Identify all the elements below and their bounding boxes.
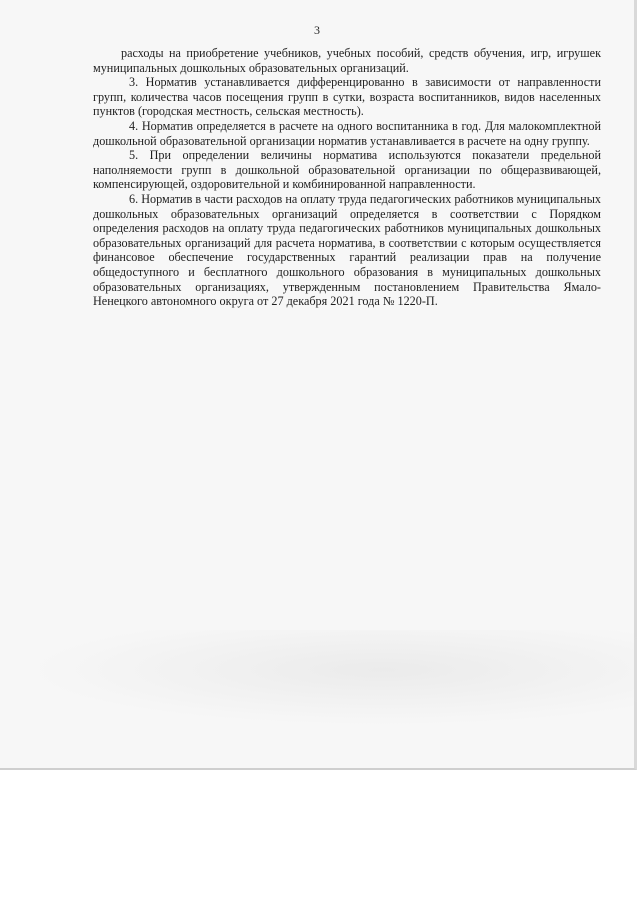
paragraph-5: 5. При определении величины норматива используются показатели предельной наполняемости групп в дошкольной образовательной организации по общеразвивающей, компенсирующей, оздоровительной и комбинированной направленности. [93,148,601,192]
page-number: 3 [314,23,320,37]
document-body [93,46,601,309]
scan-smudge [0,630,637,730]
paragraph-3: 3. Норматив устанавливается дифференцированно в зависимости от направленности групп, количества часов посещения групп в сутки, возраста воспитанников, видов населенных пунктов (городская местность, сельская местность). [93,75,601,119]
paragraph-6: 6. Норматив в части расходов на оплату труда педагогических работников муниципальных дошкольных образовательных организаций определяется в соответствии с Порядком определения расходов на оплату труда педагогических работников муниципальных дошкольных образовательных организаций для расчета норматива, в соответствии с которым осуществляется финансовое обеспечение государственных гарантий реализации прав на получение общедоступного и бесплатного дошкольного образования в муниципальных дошкольных образовательных организациях, утвержденным постановлением Правительства Ямало-Ненецкого автономного округа от 27 декабря 2021 года № 1220-П. [93,191,601,309]
paragraph-continuation: расходы на приобретение учебников, учебных пособий, средств обучения, игр, игрушек муниципальных дошкольных образовательных организаций. [93,46,601,75]
paragraph-4: 4. Норматив определяется в расчете на одного воспитанника в год. Для малокомплектной дошкольной образовательной организации норматив устанавливается в расчете на одну группу. [93,118,601,148]
